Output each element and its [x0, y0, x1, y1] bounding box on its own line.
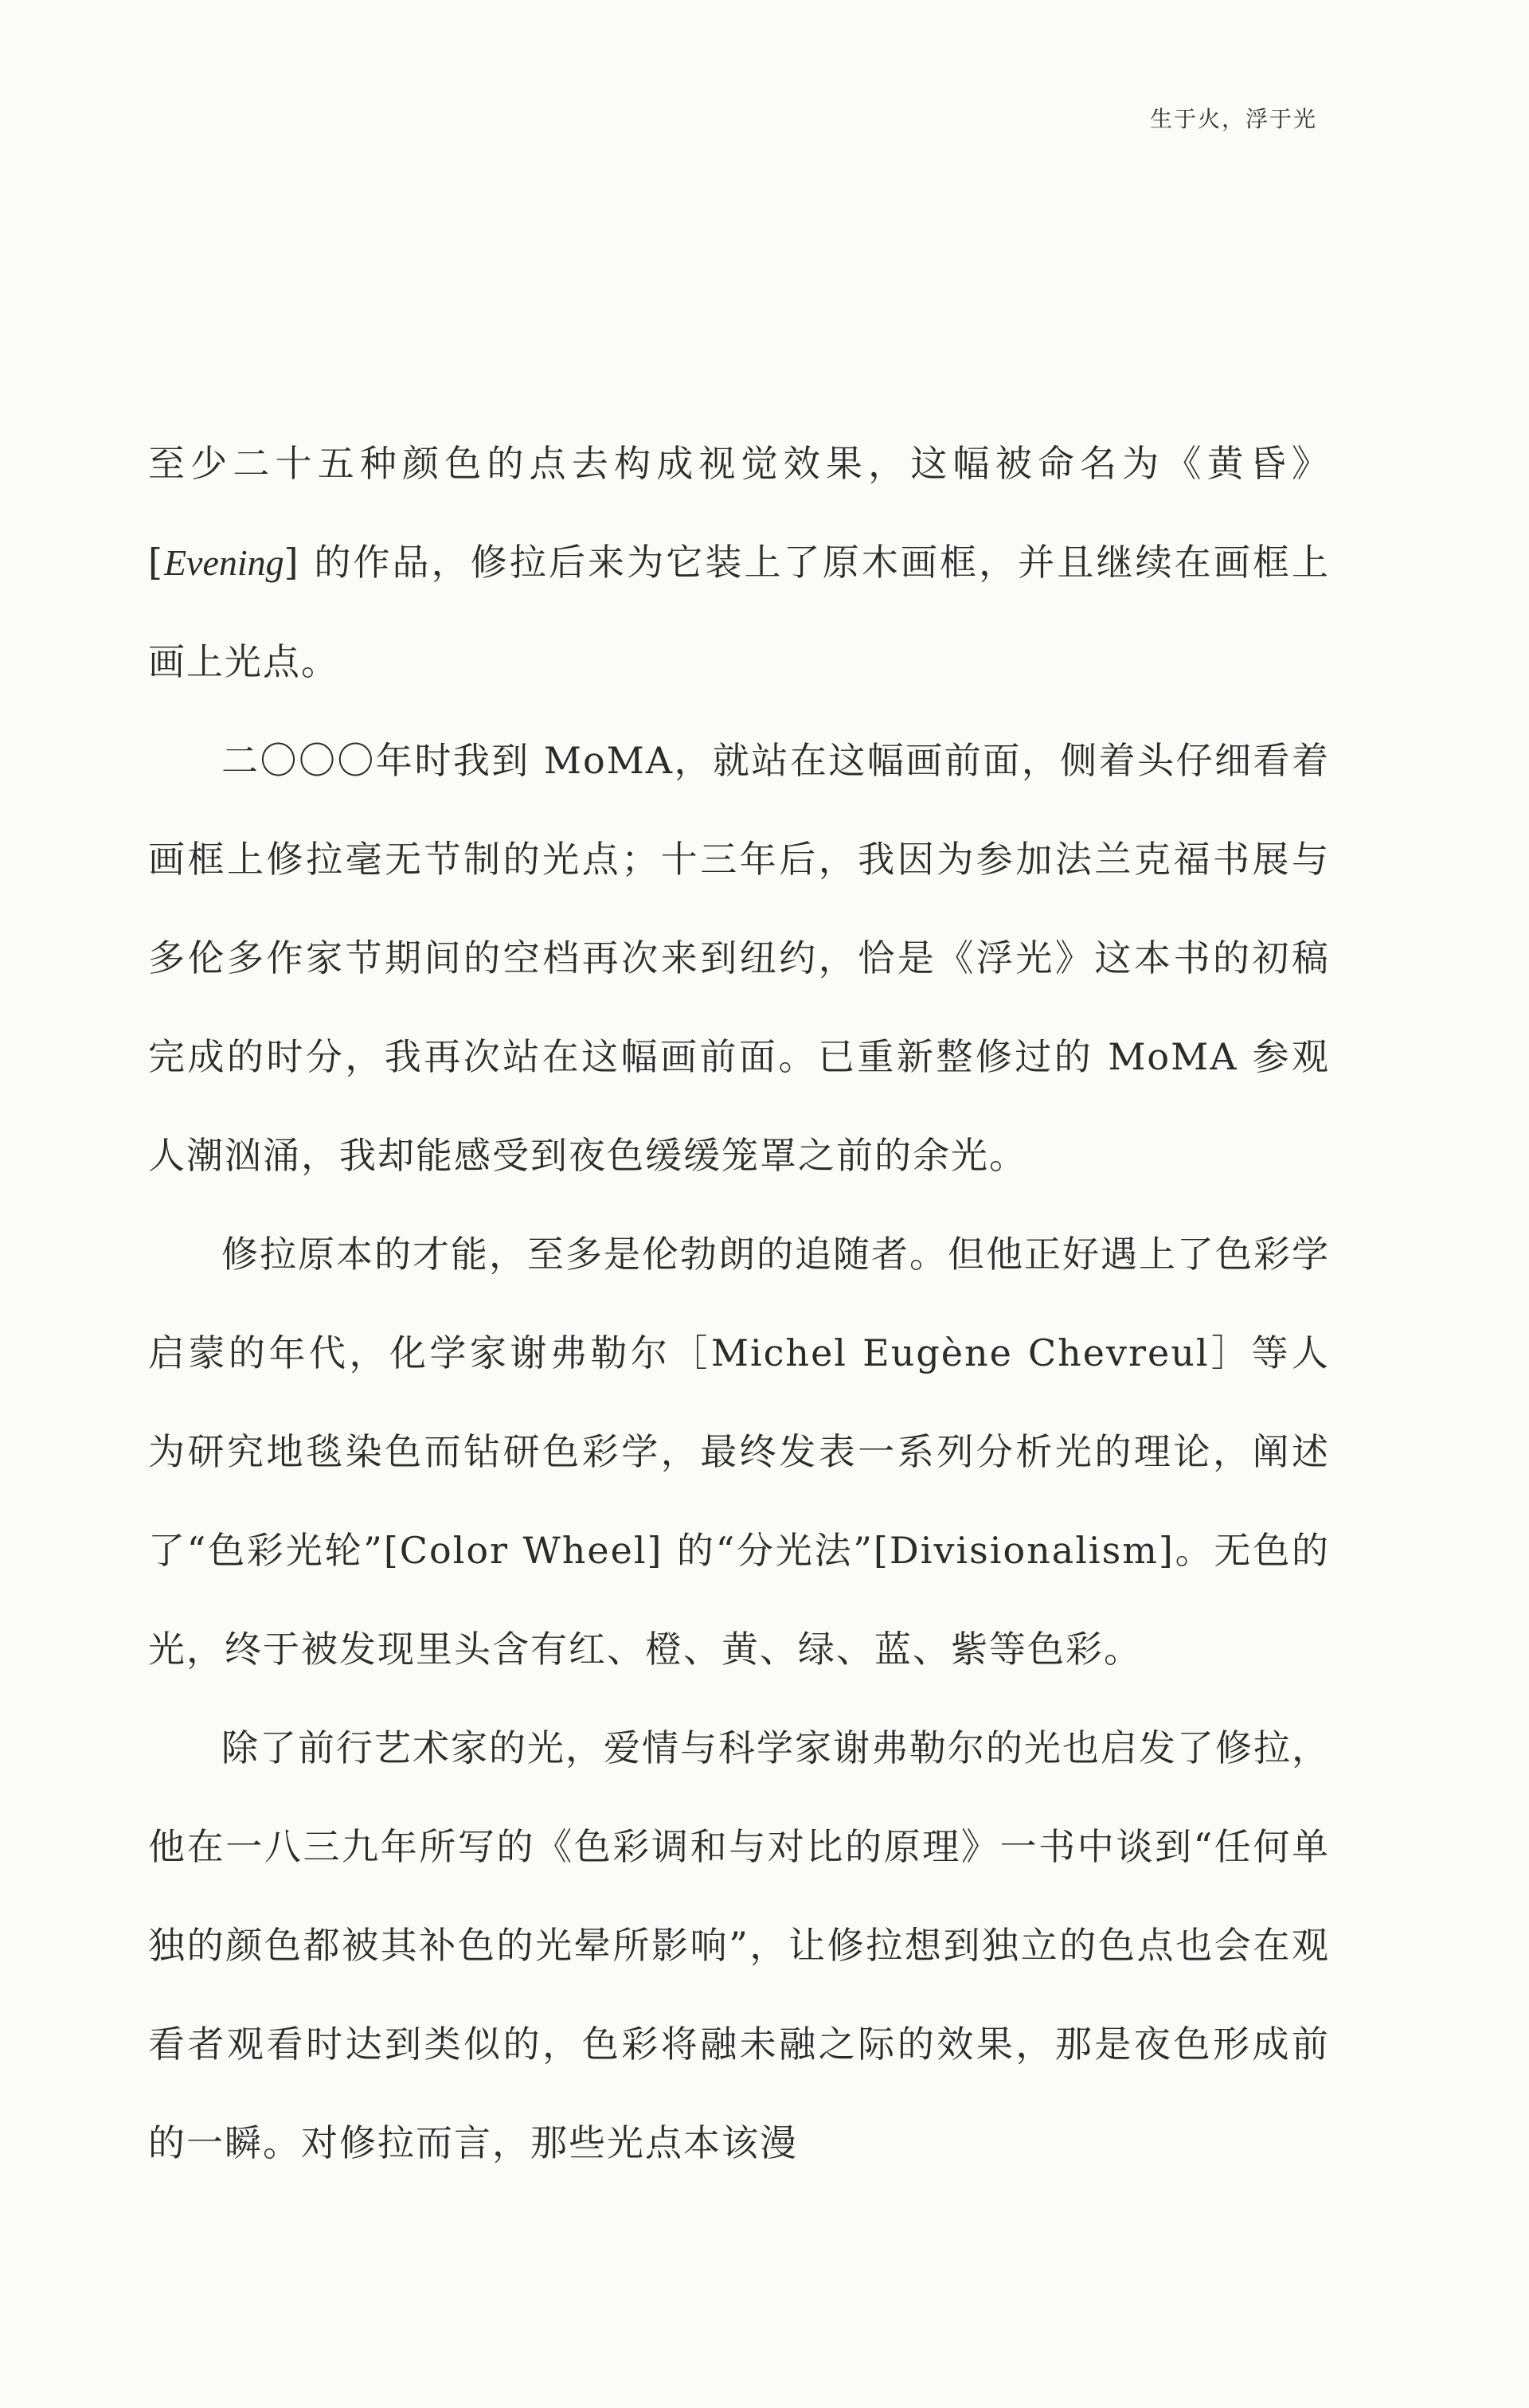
- paragraph-2: 二〇〇〇年时我到 MoMA，就站在这幅画前面，侧着头仔细看着画框上修拉毫无节制的光点；十三年后，我因为参加法兰克福书展与多伦多作家节期间的空档再次来到纽约，恰是《浮光》这本书的初稿完成的时分，我再次站在这幅画前面。已重新整修过的 MoMA 参观人潮汹涌，我却能感受到夜色缓缓笼罩之前的余光。: [148, 739, 1330, 1177]
- paragraph-1-part-b: ] 的作品，修拉后来为它装上了原木画框，并且继续在画框上画上光点。: [148, 541, 1330, 683]
- paragraph-1: [148, 414, 1330, 711]
- paragraph-4: 除了前行艺术家的光，爱情与科学家谢弗勒尔的光也启发了修拉，他在一八三九年所写的《色彩调和与对比的原理》一书中谈到“任何单独的颜色都被其补色的光晕所影响”，让修拉想到独立的色点也会在观看者观看时达到类似的，色彩将融未融之际的效果，那是夜色形成前的一瞬。对修拉而言，那些光点本该漫: [148, 1726, 1330, 2164]
- body-text: [148, 414, 1330, 2192]
- running-header: 生于火，浮于光: [1149, 106, 1317, 132]
- paragraph-1-italic-title: Evening: [163, 542, 284, 583]
- paragraph-1-part-a: 至少二十五种颜色的点去构成视觉效果，这幅被命名为《黄昏》[: [148, 442, 1330, 584]
- paragraph-3: 修拉原本的才能，至多是伦勃朗的追随者。但他正好遇上了色彩学启蒙的年代，化学家谢弗勒尔［Michel Eugène Chevreul］等人为研究地毯染色而钻研色彩学，最终发表一系列分析光的理论，阐述了“色彩光轮”[Color Wheel] 的“分光法”[Divisionalism]。无色的光，终于被发现里头含有红、橙、黄、绿、蓝、紫等色彩。: [148, 1233, 1330, 1671]
